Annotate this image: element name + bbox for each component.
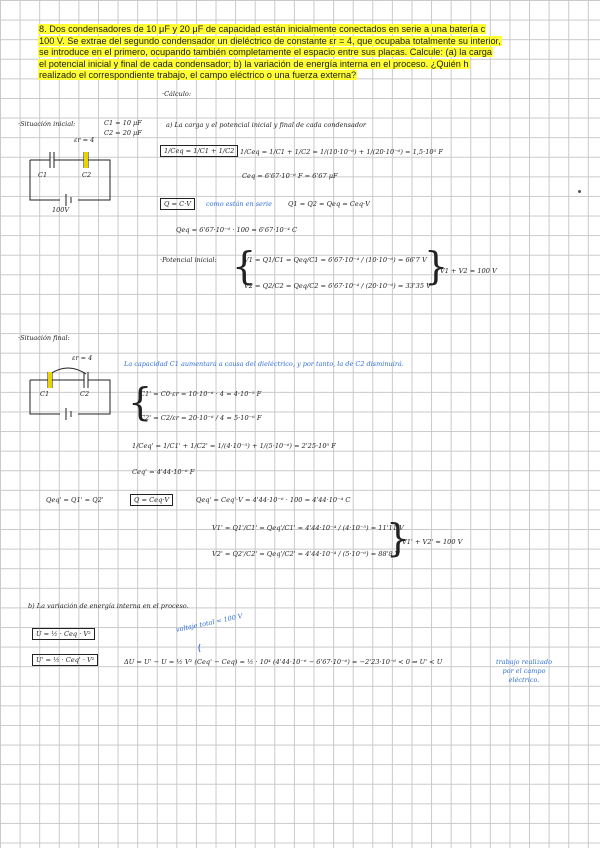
- c1p-calc: C1' = C0·εr = 10·10⁻⁶ · 4 = 4·10⁻⁵ F: [140, 390, 262, 398]
- potencial-inicial-label: ·Potencial inicial:: [160, 256, 217, 264]
- blue-series-note: como están en serie: [206, 200, 272, 208]
- er-final: εr = 4: [72, 354, 93, 362]
- qeq-calc: Qeq = 6'67·10⁻⁶ · 100 = 6'67·10⁻⁴ C: [176, 226, 297, 234]
- c2p-calc: C2' = C2/εr = 20·10⁻⁶ / 4 = 5·10⁻⁶ F: [140, 414, 262, 422]
- u-formula-box: U = ½ · Ceq · V²: [32, 628, 95, 640]
- v2-calc: V2 = Q2/C2 = Qeq/C2 = 6'67·10⁻⁴ / (20·10⁻⁶) = 33'35 V: [244, 282, 431, 290]
- problem-line-2: 100 V. Se extrae del segundo condensador un dieléctrico de constante εr = 4, que ocupaba totalmente su interior,: [39, 35, 501, 46]
- delta-u-calc: ΔU = U' − U = ½ V² (Ceq' − Ceq) = ½ · 10⁴ (4'44·10⁻⁶ − 6'67·10⁻⁶) = −2'23·10⁻⁶ < 0 ⇒ U' < U: [124, 658, 443, 666]
- situacion-final-heading: ·Situación final:: [18, 334, 70, 342]
- brace-final-right: }: [386, 516, 411, 560]
- circuit-label-c1: C1: [38, 171, 48, 179]
- blue-final-note: La capacidad C1 aumentará a causa del dieléctrico, y por tanto, la de C2 disminuirá.: [124, 360, 404, 368]
- up-formula-box: U' = ½ · Ceq' · V²: [32, 654, 98, 666]
- v1p-calc: V1' = Q1'/C1' = Qeq'/C1' = 4'44·10⁻⁴ / (4·10⁻⁵) = 11'11 V: [212, 524, 404, 532]
- qp-equal: Qeq' = Q1' = Q2': [46, 496, 104, 504]
- situacion-inicial-heading: ·Situación inicial:: [18, 120, 76, 128]
- part-a-title: a) La carga y el potencial inicial y final de cada condensador: [166, 121, 367, 129]
- calculo-heading: ·Cálculo:: [162, 90, 192, 98]
- series-formula-box: 1/Ceq = 1/C1 + 1/C2: [160, 145, 238, 157]
- c2-value: C2 = 20 μF: [104, 129, 142, 137]
- blue-trabajo-line-3: eléctrico.: [508, 676, 540, 684]
- series-calc: 1/Ceq = 1/C1 + 1/C2 = 1/(10·10⁻⁶) + 1/(20·10⁻⁶) = 1,5·10⁵ F: [240, 148, 443, 156]
- ceqp-calc: 1/Ceq' = 1/C1' + 1/C2' = 1/(4·10⁻⁵) + 1/(5·10⁻⁶) = 2'25·10⁵ F: [132, 442, 336, 450]
- problem-line-4: el potencial inicial y final de cada condensador; b) la variación de energía interna en el proceso. ¿Quién h: [39, 58, 469, 69]
- problem-line-1: 8. Dos condensadores de 10 μF y 20 μF de capacidad están inicialmente conectados en serie a una batería c: [39, 24, 486, 34]
- problem-line-3: se introduce en el primero, ocupando también completamente el espacio entre sus placas. Calcule: (a) la carga: [39, 47, 492, 58]
- problem-line-5: realizado el correspondiente trabajo, el campo eléctrico o una fuerza externa?: [39, 70, 357, 81]
- battery-label: 100V: [52, 206, 70, 214]
- part-b-title: b) La variación de energía interna en el proceso.: [28, 602, 189, 610]
- final-label-c2: C2: [80, 390, 90, 398]
- v1-calc: V1 = Q1/C1 = Qeq/C1 = 6'67·10⁻⁴ / (10·10⁻⁶) = 66'7 V: [244, 256, 427, 264]
- blue-voltage-note: voltaje total = 100 V: [175, 611, 244, 634]
- ceqp-result: Ceq' = 4'44·10⁻⁶ F: [132, 468, 195, 476]
- c1-value: C1 = 10 μF: [104, 119, 142, 127]
- qeqp-calc: Qeq' = Ceq'·V = 4'44·10⁻⁶ · 100 = 4'44·10⁻⁴ C: [196, 496, 351, 504]
- blue-trabajo-note: [496, 658, 552, 685]
- brace-initial-right: }: [424, 244, 449, 288]
- stray-dot: [578, 190, 581, 193]
- blue-trabajo-line-2: por el campo: [502, 667, 546, 675]
- boxed-q-ceqv: Q = Ceq·V: [130, 494, 173, 506]
- circuit-label-c2: C2: [82, 171, 92, 179]
- final-label-c1: C1: [40, 390, 50, 398]
- boxed-q-cv: Q = C·V: [160, 198, 195, 210]
- brace-final-caps: {: [128, 380, 153, 424]
- v2p-calc: V2' = Q2'/C2' = Qeq'/C2' = 4'44·10⁻⁴ / (5·10⁻⁶) = 88'8 V: [212, 550, 400, 558]
- v-sum-final: V1' + V2' ≈ 100 V: [402, 538, 463, 546]
- ceq-result: Ceq = 6'67·10⁻⁶ F = 6'67 μF: [242, 172, 338, 180]
- v-sum-initial: V1 + V2 ≈ 100 V: [440, 267, 497, 275]
- brace-initial: {: [232, 244, 257, 288]
- q-equal: Q1 = Q2 = Qeq = Ceq·V: [288, 200, 370, 208]
- blue-trabajo-line-1: trabajo realizado: [496, 658, 552, 666]
- er-initial: εr = 4: [74, 136, 95, 144]
